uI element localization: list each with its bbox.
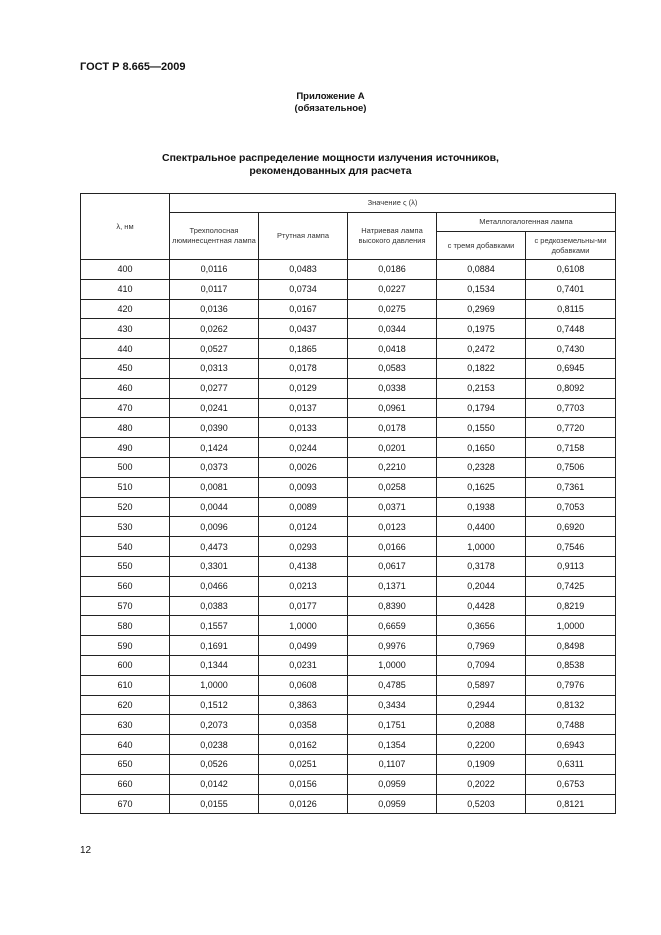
value-cell: 0,0466 xyxy=(170,576,259,596)
value-cell: 0,0344 xyxy=(348,319,437,339)
value-cell: 0,0136 xyxy=(170,299,259,319)
value-cell: 0,4785 xyxy=(348,675,437,695)
value-cell: 0,2073 xyxy=(170,715,259,735)
value-cell: 0,0390 xyxy=(170,418,259,438)
value-cell: 0,0499 xyxy=(259,636,348,656)
table-row xyxy=(81,537,616,557)
value-cell: 0,1424 xyxy=(170,438,259,458)
value-cell: 0,0238 xyxy=(170,735,259,755)
wavelength-cell: 490 xyxy=(81,438,170,458)
value-cell: 0,4400 xyxy=(437,517,526,537)
value-cell: 0,0373 xyxy=(170,457,259,477)
value-cell: 0,7401 xyxy=(526,279,616,299)
spectral-distribution-table xyxy=(80,193,616,814)
value-cell: 0,0262 xyxy=(170,319,259,339)
value-cell: 0,4473 xyxy=(170,537,259,557)
value-cell: 0,0156 xyxy=(259,774,348,794)
value-cell: 0,1625 xyxy=(437,477,526,497)
value-cell: 0,0608 xyxy=(259,675,348,695)
wavelength-cell: 500 xyxy=(81,457,170,477)
table-row xyxy=(81,279,616,299)
value-cell: 0,3434 xyxy=(348,695,437,715)
header-trichrome-lamp: Трехполосная люминесцентная лампа xyxy=(170,213,259,260)
value-cell: 0,0483 xyxy=(259,260,348,280)
wavelength-cell: 410 xyxy=(81,279,170,299)
value-cell: 1,0000 xyxy=(170,675,259,695)
wavelength-cell: 650 xyxy=(81,754,170,774)
value-cell: 0,0583 xyxy=(348,358,437,378)
wavelength-cell: 470 xyxy=(81,398,170,418)
value-cell: 0,2022 xyxy=(437,774,526,794)
value-cell: 0,8390 xyxy=(348,596,437,616)
value-cell: 0,0313 xyxy=(170,358,259,378)
table-row xyxy=(81,794,616,814)
value-cell: 0,8092 xyxy=(526,378,616,398)
value-cell: 0,5897 xyxy=(437,675,526,695)
table-title xyxy=(0,152,661,178)
value-cell: 0,0124 xyxy=(259,517,348,537)
value-cell: 0,0089 xyxy=(259,497,348,517)
value-cell: 0,1512 xyxy=(170,695,259,715)
value-cell: 0,0081 xyxy=(170,477,259,497)
table-row xyxy=(81,477,616,497)
value-cell: 1,0000 xyxy=(437,537,526,557)
wavelength-cell: 630 xyxy=(81,715,170,735)
table-row xyxy=(81,735,616,755)
value-cell: 0,0383 xyxy=(170,596,259,616)
table-row xyxy=(81,774,616,794)
value-cell: 0,0358 xyxy=(259,715,348,735)
table-row xyxy=(81,675,616,695)
value-cell: 0,6311 xyxy=(526,754,616,774)
value-cell: 0,3863 xyxy=(259,695,348,715)
value-cell: 0,0096 xyxy=(170,517,259,537)
header-wavelength: λ, нм xyxy=(81,194,170,260)
table-row xyxy=(81,497,616,517)
value-cell: 0,0231 xyxy=(259,655,348,675)
table-row xyxy=(81,517,616,537)
value-cell: 0,6108 xyxy=(526,260,616,280)
value-cell: 0,0167 xyxy=(259,299,348,319)
value-cell: 0,1822 xyxy=(437,358,526,378)
header-metal-halide-lamp: Металлогалогенная лампа xyxy=(437,213,616,232)
value-cell: 0,2969 xyxy=(437,299,526,319)
table-row xyxy=(81,299,616,319)
value-cell: 0,0371 xyxy=(348,497,437,517)
value-cell: 0,8132 xyxy=(526,695,616,715)
table-row xyxy=(81,695,616,715)
wavelength-cell: 660 xyxy=(81,774,170,794)
value-cell: 0,0959 xyxy=(348,794,437,814)
value-cell: 0,2088 xyxy=(437,715,526,735)
value-cell: 0,7546 xyxy=(526,537,616,557)
value-cell: 0,1344 xyxy=(170,655,259,675)
table-title-line-1: Спектральное распределение мощности излучения источников, xyxy=(162,152,499,164)
value-cell: 0,0044 xyxy=(170,497,259,517)
value-cell: 0,0186 xyxy=(348,260,437,280)
value-cell: 0,8538 xyxy=(526,655,616,675)
value-cell: 0,2044 xyxy=(437,576,526,596)
value-cell: 0,5203 xyxy=(437,794,526,814)
value-cell: 0,0526 xyxy=(170,754,259,774)
value-cell: 0,0959 xyxy=(348,774,437,794)
wavelength-cell: 460 xyxy=(81,378,170,398)
wavelength-cell: 440 xyxy=(81,339,170,359)
value-cell: 0,1534 xyxy=(437,279,526,299)
value-cell: 0,1371 xyxy=(348,576,437,596)
value-cell: 1,0000 xyxy=(526,616,616,636)
wavelength-cell: 400 xyxy=(81,260,170,280)
value-cell: 0,8121 xyxy=(526,794,616,814)
table-row xyxy=(81,260,616,280)
table-body xyxy=(81,260,616,814)
value-cell: 0,0178 xyxy=(348,418,437,438)
wavelength-cell: 420 xyxy=(81,299,170,319)
value-cell: 0,0213 xyxy=(259,576,348,596)
value-cell: 0,0258 xyxy=(348,477,437,497)
value-cell: 0,7053 xyxy=(526,497,616,517)
wavelength-cell: 600 xyxy=(81,655,170,675)
value-cell: 0,7430 xyxy=(526,339,616,359)
value-cell: 0,0201 xyxy=(348,438,437,458)
value-cell: 0,1909 xyxy=(437,754,526,774)
wavelength-cell: 580 xyxy=(81,616,170,636)
value-cell: 0,2944 xyxy=(437,695,526,715)
wavelength-cell: 570 xyxy=(81,596,170,616)
value-cell: 0,1557 xyxy=(170,616,259,636)
value-cell: 0,0437 xyxy=(259,319,348,339)
value-cell: 0,2200 xyxy=(437,735,526,755)
wavelength-cell: 550 xyxy=(81,556,170,576)
value-cell: 0,3301 xyxy=(170,556,259,576)
value-cell: 0,1550 xyxy=(437,418,526,438)
wavelength-cell: 610 xyxy=(81,675,170,695)
table-row xyxy=(81,398,616,418)
table-row xyxy=(81,438,616,458)
appendix-status: (обязательное) xyxy=(294,103,367,114)
value-cell: 0,8219 xyxy=(526,596,616,616)
value-cell: 0,7488 xyxy=(526,715,616,735)
value-cell: 0,6943 xyxy=(526,735,616,755)
wavelength-cell: 520 xyxy=(81,497,170,517)
value-cell: 0,6753 xyxy=(526,774,616,794)
header-mh-triple-additives: с тремя добавками xyxy=(437,232,526,260)
table-title-line-2: рекомендованных для расчета xyxy=(249,165,412,177)
value-cell: 0,0123 xyxy=(348,517,437,537)
value-cell: 0,7425 xyxy=(526,576,616,596)
value-cell: 0,0155 xyxy=(170,794,259,814)
wavelength-cell: 590 xyxy=(81,636,170,656)
value-cell: 0,0177 xyxy=(259,596,348,616)
header-mh-rare-earth-additives: с редкоземельны-ми добавками xyxy=(526,232,616,260)
table-row xyxy=(81,616,616,636)
value-cell: 0,0227 xyxy=(348,279,437,299)
value-cell: 0,0527 xyxy=(170,339,259,359)
header-value: Значение ς (λ) xyxy=(170,194,616,213)
value-cell: 0,4138 xyxy=(259,556,348,576)
value-cell: 0,7720 xyxy=(526,418,616,438)
appendix-heading xyxy=(0,91,661,115)
value-cell: 0,7158 xyxy=(526,438,616,458)
value-cell: 0,9113 xyxy=(526,556,616,576)
table-row xyxy=(81,339,616,359)
standard-code: ГОСТ Р 8.665—2009 xyxy=(80,61,186,73)
value-cell: 0,1107 xyxy=(348,754,437,774)
value-cell: 0,0961 xyxy=(348,398,437,418)
value-cell: 0,7448 xyxy=(526,319,616,339)
value-cell: 0,1975 xyxy=(437,319,526,339)
value-cell: 0,0293 xyxy=(259,537,348,557)
wavelength-cell: 480 xyxy=(81,418,170,438)
page-number: 12 xyxy=(80,845,92,856)
value-cell: 0,7506 xyxy=(526,457,616,477)
value-cell: 0,0338 xyxy=(348,378,437,398)
value-cell: 1,0000 xyxy=(348,655,437,675)
value-cell: 0,0251 xyxy=(259,754,348,774)
wavelength-cell: 530 xyxy=(81,517,170,537)
value-cell: 0,0178 xyxy=(259,358,348,378)
wavelength-cell: 450 xyxy=(81,358,170,378)
value-cell: 0,0244 xyxy=(259,438,348,458)
value-cell: 0,0133 xyxy=(259,418,348,438)
value-cell: 0,1691 xyxy=(170,636,259,656)
value-cell: 0,1794 xyxy=(437,398,526,418)
value-cell: 0,9976 xyxy=(348,636,437,656)
table-row xyxy=(81,457,616,477)
value-cell: 0,1751 xyxy=(348,715,437,735)
value-cell: 0,0142 xyxy=(170,774,259,794)
value-cell: 0,2328 xyxy=(437,457,526,477)
value-cell: 0,8498 xyxy=(526,636,616,656)
value-cell: 0,7703 xyxy=(526,398,616,418)
table-row xyxy=(81,596,616,616)
wavelength-cell: 620 xyxy=(81,695,170,715)
value-cell: 0,0129 xyxy=(259,378,348,398)
table-row xyxy=(81,715,616,735)
table-row xyxy=(81,556,616,576)
value-cell: 0,7094 xyxy=(437,655,526,675)
value-cell: 0,8115 xyxy=(526,299,616,319)
value-cell: 0,0126 xyxy=(259,794,348,814)
wavelength-cell: 670 xyxy=(81,794,170,814)
table-row xyxy=(81,319,616,339)
value-cell: 0,0418 xyxy=(348,339,437,359)
wavelength-cell: 430 xyxy=(81,319,170,339)
value-cell: 0,6659 xyxy=(348,616,437,636)
header-sodium-lamp: Натриевая лампа высокого давления xyxy=(348,213,437,260)
value-cell: 0,6920 xyxy=(526,517,616,537)
wavelength-cell: 560 xyxy=(81,576,170,596)
value-cell: 0,3656 xyxy=(437,616,526,636)
value-cell: 0,7969 xyxy=(437,636,526,656)
value-cell: 0,1650 xyxy=(437,438,526,458)
value-cell: 1,0000 xyxy=(259,616,348,636)
value-cell: 0,0166 xyxy=(348,537,437,557)
value-cell: 0,4428 xyxy=(437,596,526,616)
value-cell: 0,0117 xyxy=(170,279,259,299)
value-cell: 0,0026 xyxy=(259,457,348,477)
value-cell: 0,0275 xyxy=(348,299,437,319)
value-cell: 0,2153 xyxy=(437,378,526,398)
table-row xyxy=(81,576,616,596)
table-row xyxy=(81,754,616,774)
header-mercury-lamp: Ртутная лампа xyxy=(259,213,348,260)
value-cell: 0,0093 xyxy=(259,477,348,497)
wavelength-cell: 640 xyxy=(81,735,170,755)
value-cell: 0,2472 xyxy=(437,339,526,359)
value-cell: 0,0277 xyxy=(170,378,259,398)
value-cell: 0,1354 xyxy=(348,735,437,755)
appendix-title: Приложение А xyxy=(296,91,365,102)
value-cell: 0,0734 xyxy=(259,279,348,299)
wavelength-cell: 540 xyxy=(81,537,170,557)
wavelength-cell: 510 xyxy=(81,477,170,497)
value-cell: 0,0241 xyxy=(170,398,259,418)
table-row xyxy=(81,378,616,398)
value-cell: 0,7361 xyxy=(526,477,616,497)
value-cell: 0,0884 xyxy=(437,260,526,280)
value-cell: 0,7976 xyxy=(526,675,616,695)
table-row xyxy=(81,655,616,675)
value-cell: 0,0137 xyxy=(259,398,348,418)
value-cell: 0,0617 xyxy=(348,556,437,576)
value-cell: 0,1865 xyxy=(259,339,348,359)
value-cell: 0,6945 xyxy=(526,358,616,378)
table-row xyxy=(81,418,616,438)
table-row xyxy=(81,636,616,656)
value-cell: 0,1938 xyxy=(437,497,526,517)
value-cell: 0,3178 xyxy=(437,556,526,576)
value-cell: 0,0162 xyxy=(259,735,348,755)
table-row xyxy=(81,358,616,378)
value-cell: 0,0116 xyxy=(170,260,259,280)
value-cell: 0,2210 xyxy=(348,457,437,477)
